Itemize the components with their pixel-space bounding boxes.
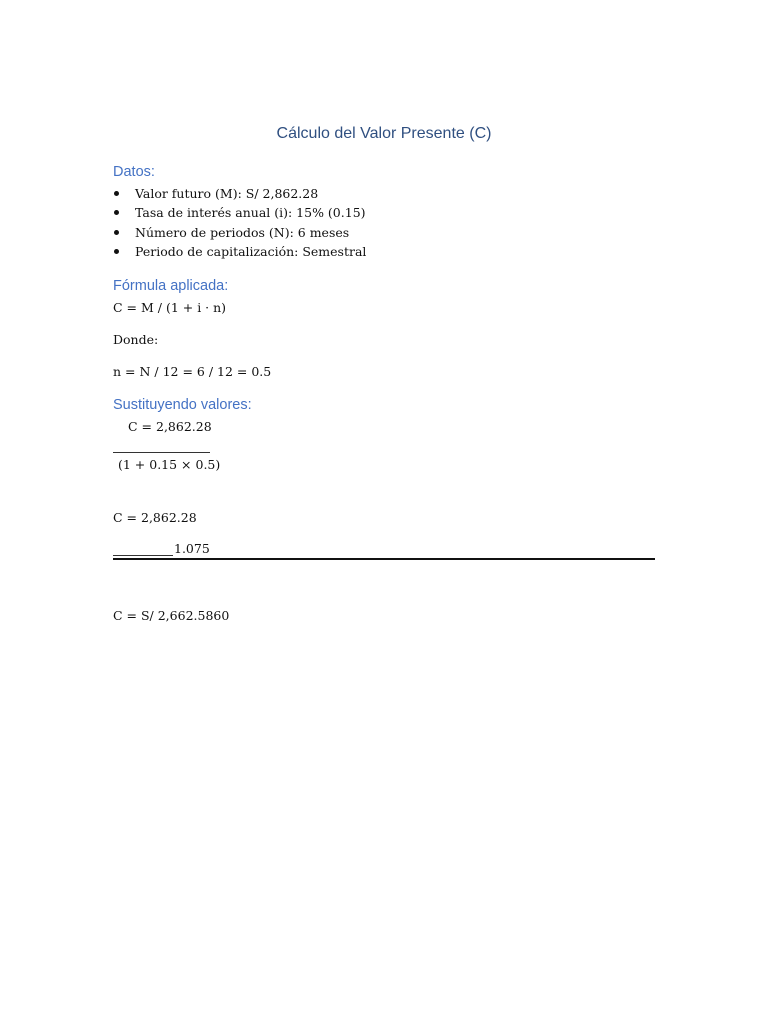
fraction-numerator: C = 2,862.28 bbox=[128, 419, 212, 434]
datos-heading: Datos: bbox=[113, 164, 155, 180]
list-item bbox=[113, 223, 366, 242]
fraction-denominator: (1 + 0.15 × 0.5) bbox=[118, 457, 221, 472]
horizontal-rule bbox=[113, 558, 655, 560]
list-item bbox=[113, 184, 366, 203]
step2-denominator: 1.075 bbox=[174, 541, 210, 556]
donde-label: Donde: bbox=[113, 332, 159, 347]
bullet-icon bbox=[114, 230, 119, 235]
list-item bbox=[113, 242, 366, 261]
step2-fraction-line bbox=[113, 555, 173, 556]
step2-numerator: C = 2,862.28 bbox=[113, 510, 197, 525]
list-item-text: Número de periodos (N): 6 meses bbox=[135, 224, 350, 240]
bullet-icon bbox=[114, 249, 119, 254]
formula-heading: Fórmula aplicada: bbox=[113, 278, 229, 294]
datos-list bbox=[113, 184, 366, 261]
list-item-text: Valor futuro (M): S/ 2,862.28 bbox=[135, 186, 319, 201]
bullet-icon bbox=[114, 210, 119, 215]
list-item bbox=[113, 203, 366, 222]
sustituyendo-heading: Sustituyendo valores: bbox=[113, 397, 252, 413]
formula-expression: C = M / (1 + i · n) bbox=[113, 300, 227, 315]
document-title: Cálculo del Valor Presente (C) bbox=[276, 125, 492, 142]
bullet-icon bbox=[114, 191, 119, 196]
list-item-text: Tasa de interés anual (i): 15% (0.15) bbox=[135, 205, 366, 221]
n-definition: n = N / 12 = 6 / 12 = 0.5 bbox=[113, 364, 272, 379]
fraction-line bbox=[113, 452, 210, 453]
list-item-text: Periodo de capitalización: Semestral bbox=[135, 243, 367, 259]
result-line: C = S/ 2,662.5860 bbox=[113, 608, 230, 623]
